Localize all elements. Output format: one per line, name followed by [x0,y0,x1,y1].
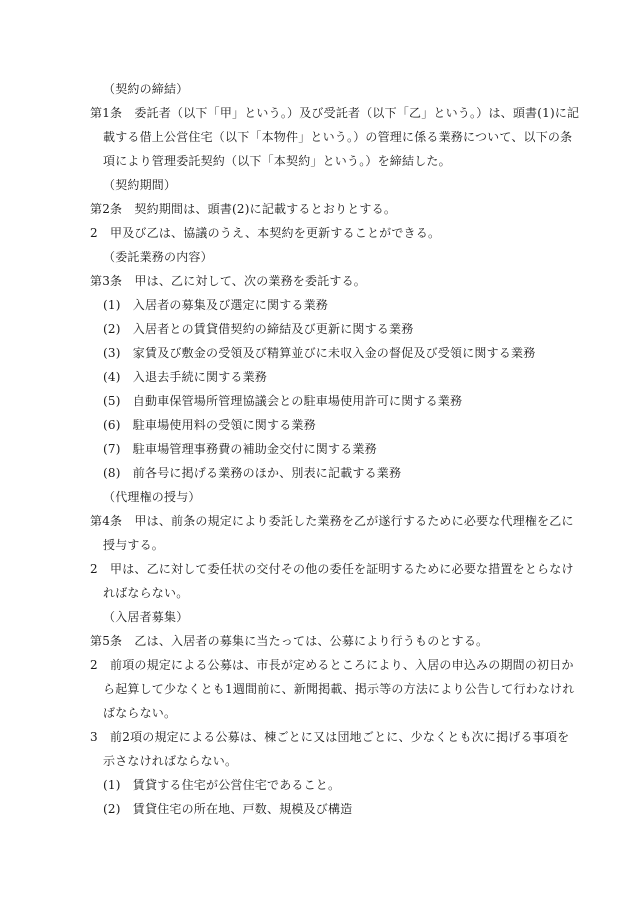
article-1-line: 項により管理委託契約（以下「本契約」という。）を締結した。 [103,154,451,168]
article-5-heading: （入居者募集） [103,610,189,624]
article-3-item-2: (2) 入居者との賃貸借契約の締結及び更新に関する業務 [103,322,414,336]
article-5-line: 示さなければならない。 [103,754,238,768]
article-5-paragraph-2: 2 前項の規定による公募は、市長が定めるところにより、入居の申込みの期間の初日か [90,658,574,672]
article-4-line: 授与する。 [103,538,165,552]
article-1-line: 第1条 委託者（以下「甲」という。）及び受託者（以下「乙」という。）は、頭書(1)に記 [90,106,580,120]
article-1-heading: （契約の締結） [103,82,189,96]
article-3-item-1: (1) 入居者の募集及び選定に関する業務 [103,298,328,312]
article-3-item-7: (7) 駐車場管理事務費の補助金交付に関する業務 [103,442,377,456]
article-5-item-2: (2) 賃貸住宅の所在地、戸数、規模及び構造 [103,802,353,816]
article-3-item-6: (6) 駐車場使用料の受領に関する業務 [103,418,316,432]
article-5-item-1: (1) 賃貸する住宅が公営住宅であること。 [103,778,341,792]
article-4-line: ればならない。 [103,586,189,600]
article-2-line: 第2条 契約期間は、頭書(2)に記載するとおりとする。 [90,202,397,216]
article-3-item-5: (5) 自動車保管場所管理協議会との駐車場使用許可に関する業務 [103,394,463,408]
article-3-item-8: (8) 前各号に掲げる業務のほか、別表に記載する業務 [103,466,402,480]
article-1-line: 載する借上公営住宅（以下「本物件」という。）の管理に係る業務について、以下の条 [103,130,573,144]
article-4-paragraph-2: 2 甲は、乙に対して委任状の交付その他の委任を証明するために必要な措置をとらなけ [90,562,574,576]
article-5-paragraph-3: 3 前2項の規定による公募は、棟ごとに又は団地ごとに、少なくとも次に掲げる事項を [90,730,570,744]
article-5-line: ら起算して少なくとも1週間前に、新聞掲載、掲示等の方法により公告して行わなけれ [103,682,575,696]
article-5-line: 第5条 乙は、入居者の募集に当たっては、公募により行うものとする。 [90,634,489,648]
article-3-item-4: (4) 入退去手続に関する業務 [103,370,267,384]
article-2-heading: （契約期間） [103,178,177,192]
article-3-heading: （委託業務の内容） [103,250,213,264]
article-2-paragraph-2: 2 甲及び乙は、協議のうえ、本契約を更新することができる。 [90,226,441,240]
article-4-line: 第4条 甲は、前条の規定により委託した業務を乙が遂行するために必要な代理権を乙に [90,514,574,528]
article-3-line: 第3条 甲は、乙に対して、次の業務を委託する。 [90,274,366,288]
article-5-line: ばならない。 [103,706,177,720]
article-4-heading: （代理権の授与） [103,490,201,504]
article-3-item-3: (3) 家賃及び敷金の受領及び精算並びに未収入金の督促及び受領に関する業務 [103,346,536,360]
